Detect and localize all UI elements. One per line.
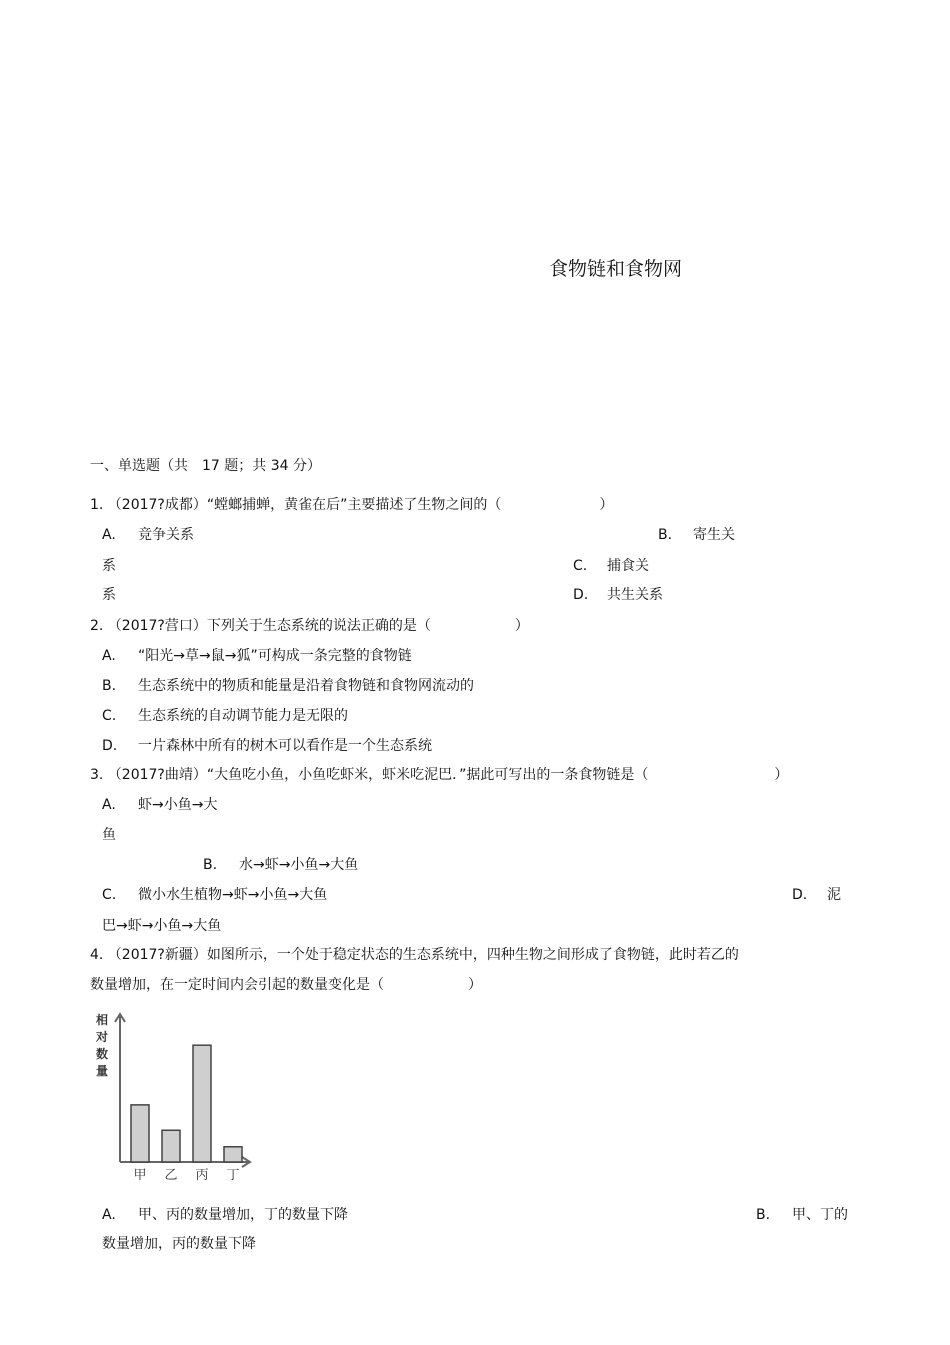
q2-option-b-text: 生态系统中的物质和能量是沿着食物链和食物网流动的	[138, 678, 474, 694]
q1-option-a-key[interactable]: A.	[102, 527, 116, 543]
question-2-stem: 2. （2017?营口）下列关于生态系统的说法正确的是（ ）	[90, 618, 529, 634]
q1-option-c-text: 捕食关	[607, 558, 649, 574]
q3-option-a-key[interactable]: A.	[102, 797, 116, 813]
bar-3	[193, 1045, 211, 1162]
page-title: 食物链和食物网	[549, 258, 683, 280]
bar-4	[224, 1147, 242, 1162]
q4-option-a-key[interactable]: A.	[102, 1207, 116, 1223]
bars	[131, 1045, 242, 1162]
x-tick-label-4: 丁	[226, 1168, 240, 1183]
q3-option-d-wrap: 巴→虾→小鱼→大鱼	[102, 918, 222, 934]
question-1-stem: 1. （2017?成都）“螳螂捕蝉，黄雀在后”主要描述了生物之间的（ ）	[90, 497, 614, 513]
q3-option-d-key[interactable]: D.	[792, 887, 808, 903]
bar-1	[131, 1105, 149, 1162]
y-axis-label	[95, 1012, 108, 1078]
q1-option-d-key[interactable]: D.	[573, 587, 589, 603]
q2-option-b-key[interactable]: B.	[102, 678, 117, 694]
y-axis-label-char: 量	[95, 1064, 109, 1078]
y-axis-label-char: 数	[95, 1047, 109, 1061]
q3-option-c-text: 微小水生植物→虾→小鱼→大鱼	[138, 887, 328, 903]
q3-option-a-text: 虾→小鱼→大	[138, 797, 218, 813]
q4-option-b-text: 甲、丁的	[792, 1207, 848, 1223]
q2-option-c-text: 生态系统的自动调节能力是无限的	[138, 708, 348, 724]
bar-chart	[84, 1008, 264, 1188]
q3-option-c-key[interactable]: C.	[102, 887, 117, 903]
y-axis-label-char: 相	[95, 1013, 109, 1027]
q1-option-c-key[interactable]: C.	[573, 558, 588, 574]
x-tick-label-1: 甲	[133, 1168, 147, 1183]
q2-option-a-key[interactable]: A.	[102, 648, 116, 664]
q1-option-b-text: 寄生关	[693, 527, 735, 543]
q1-option-a-text: 竞争关系	[138, 527, 194, 543]
section-header: 一、单选题（共 17 题；共 34 分）	[90, 458, 321, 474]
x-tick-labels	[133, 1168, 239, 1183]
q4-option-a-text: 甲、丙的数量增加，丁的数量下降	[138, 1207, 348, 1223]
question-3-stem: 3. （2017?曲靖）“大鱼吃小鱼，小鱼吃虾米，虾米吃泥巴．”据此可写出的一条食物链是（ ）	[90, 767, 789, 783]
q3-option-a-wrap: 鱼	[102, 827, 116, 843]
question-4-stem-line1: 4. （2017?新疆）如图所示，一个处于稳定状态的生态系统中，四种生物之间形成了食物链，此时若乙的	[90, 947, 739, 963]
q3-option-b-key[interactable]: B.	[203, 857, 218, 873]
q2-option-a-text: “阳光→草→鼠→狐”可构成一条完整的食物链	[138, 648, 412, 664]
q1-option-b-key[interactable]: B.	[658, 527, 673, 543]
q2-option-d-key[interactable]: D.	[102, 738, 118, 754]
q1-option-d-text: 共生关系	[607, 587, 663, 603]
q1-option-c-wrap: 系	[102, 587, 116, 603]
q2-option-c-key[interactable]: C.	[102, 708, 117, 724]
bar-2	[162, 1130, 180, 1162]
q2-option-d-text: 一片森林中所有的树木可以看作是一个生态系统	[138, 738, 432, 754]
y-axis-label-char: 对	[95, 1030, 109, 1044]
q4-option-b-key[interactable]: B.	[756, 1207, 771, 1223]
q4-option-b-wrap: 数量增加，丙的数量下降	[102, 1236, 256, 1252]
question-4-stem-line2: 数量增加，在一定时间内会引起的数量变化是（ ）	[90, 977, 482, 993]
x-tick-label-3: 丙	[195, 1168, 209, 1183]
q3-option-b-text: 水→虾→小鱼→大鱼	[239, 857, 359, 873]
q3-option-d-text: 泥	[827, 887, 841, 903]
q1-option-b-wrap: 系	[102, 558, 116, 574]
x-tick-label-2: 乙	[164, 1168, 178, 1183]
